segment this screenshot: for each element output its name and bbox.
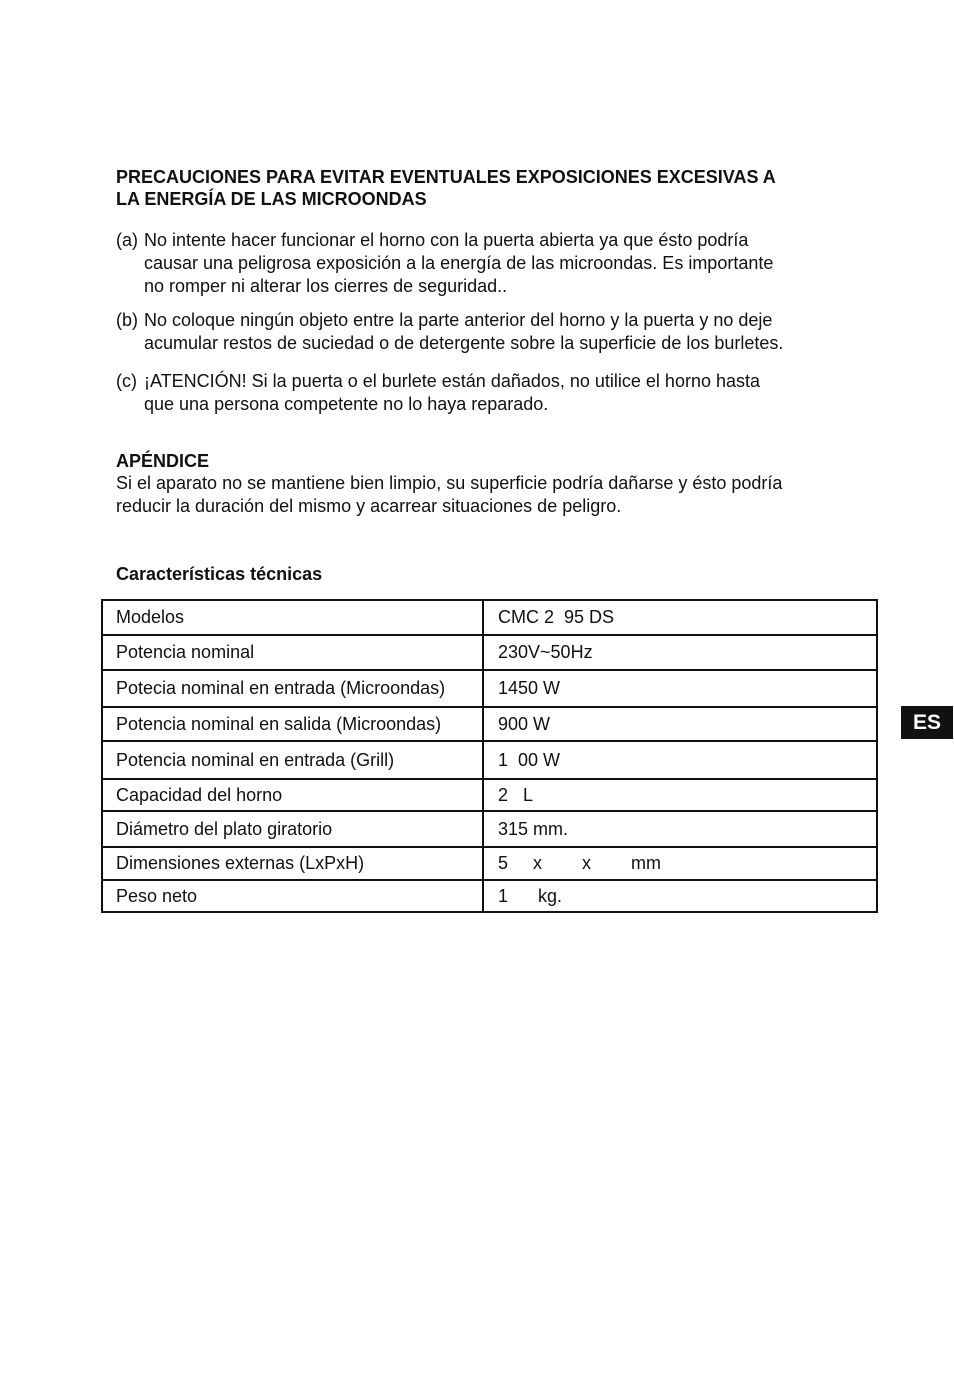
spec-label: Dimensiones externas (LxPxH) xyxy=(102,847,483,880)
item-line: ¡ATENCIÓN! Si la puerta o el burlete están dañados, no utilice el horno hasta xyxy=(144,371,761,391)
item-marker: (b) xyxy=(116,310,138,330)
item-line: acumular restos de suciedad o de detergente sobre la superficie de los burletes. xyxy=(144,333,784,353)
item-text xyxy=(116,229,856,298)
spec-value: 1 kg. xyxy=(483,880,877,912)
spec-label: Peso neto xyxy=(102,880,483,912)
spec-value: 2 L xyxy=(483,779,877,811)
spec-label: Potencia nominal en salida (Microondas) xyxy=(102,707,483,741)
table-row xyxy=(102,635,877,670)
language-badge: ES xyxy=(901,706,953,739)
item-line: que una persona competente no lo haya reparado. xyxy=(144,394,549,414)
spec-label: Diámetro del plato giratorio xyxy=(102,811,483,847)
spec-label: Modelos xyxy=(102,600,483,635)
precautions-heading-line: PRECAUCIONES PARA EVITAR EVENTUALES EXPOSICIONES EXCESIVAS A xyxy=(116,167,776,187)
spec-label: Potencia nominal en entrada (Grill) xyxy=(102,741,483,779)
table-row xyxy=(102,670,877,707)
appendix-heading: APÉNDICE xyxy=(116,451,210,471)
spec-value: 5 x x mm xyxy=(483,847,877,880)
spec-label: Potecia nominal en entrada (Microondas) xyxy=(102,670,483,707)
item-line: No coloque ningún objeto entre la parte anterior del horno y la puerta y no deje xyxy=(144,310,773,330)
spec-value: 1450 W xyxy=(483,670,877,707)
item-line: No intente hacer funcionar el horno con la puerta abierta ya que ésto podría xyxy=(144,230,749,250)
spec-value: 1 00 W xyxy=(483,741,877,779)
appendix-line: reducir la duración del mismo y acarrear situaciones de peligro. xyxy=(116,496,622,516)
table-row xyxy=(102,741,877,779)
appendix-line: Si el aparato no se mantiene bien limpio, su superficie podría dañarse y ésto podría xyxy=(116,473,783,493)
table-row xyxy=(102,707,877,741)
table-row xyxy=(102,779,877,811)
precaution-item-b xyxy=(116,309,856,355)
precaution-item-a xyxy=(116,229,856,298)
item-text xyxy=(116,309,856,355)
precaution-item-c xyxy=(116,370,856,416)
precautions-heading xyxy=(116,166,856,210)
spec-label: Capacidad del horno xyxy=(102,779,483,811)
table-row xyxy=(102,880,877,912)
item-marker: (a) xyxy=(116,230,138,250)
item-marker: (c) xyxy=(116,371,137,391)
table-row xyxy=(102,600,877,635)
spec-label: Potencia nominal xyxy=(102,635,483,670)
item-text xyxy=(116,370,856,416)
spec-value: 315 mm. xyxy=(483,811,877,847)
item-line: causar una peligrosa exposición a la energía de las microondas. Es importante xyxy=(144,253,774,273)
spec-value: CMC 2 95 DS xyxy=(483,600,877,635)
appendix-paragraph xyxy=(116,472,856,518)
precautions-heading-line: LA ENERGÍA DE LAS MICROONDAS xyxy=(116,189,427,209)
specs-heading: Características técnicas xyxy=(116,564,323,584)
table-row xyxy=(102,811,877,847)
spec-value: 230V~50Hz xyxy=(483,635,877,670)
table-row xyxy=(102,847,877,880)
spec-value: 900 W xyxy=(483,707,877,741)
item-line: no romper ni alterar los cierres de seguridad.. xyxy=(144,276,508,296)
specs-table xyxy=(101,599,878,913)
